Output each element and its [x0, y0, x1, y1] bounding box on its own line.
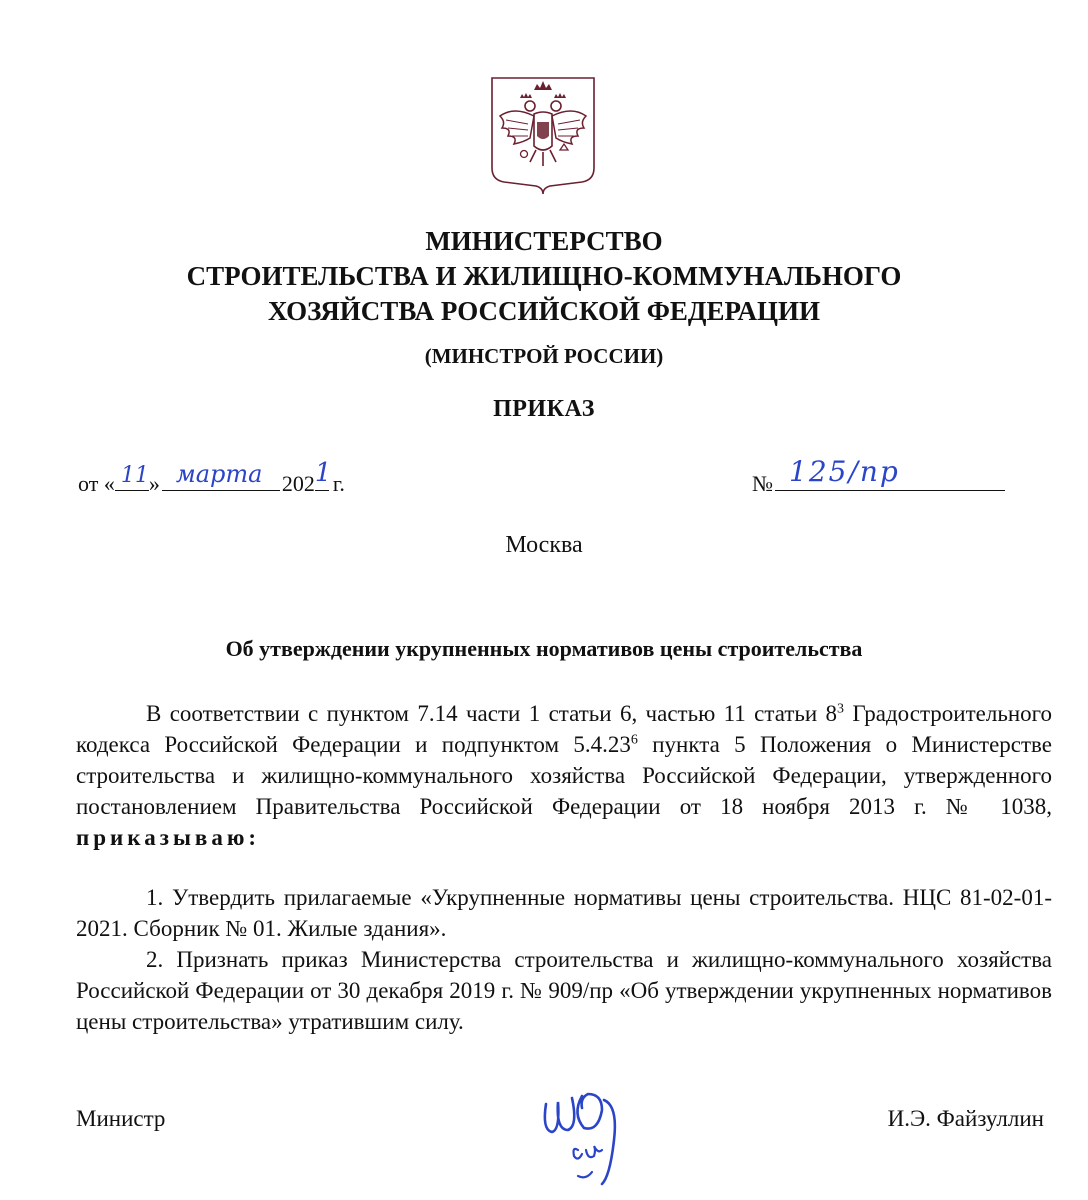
date-day-handwritten: 11 [120, 463, 149, 488]
order-number-field [775, 455, 1005, 491]
preamble-text: В соответствии с пунктом 7.14 части 1 статьи 6, частью 11 статьи 8 [146, 701, 838, 726]
order-item: 2. Признать приказ Министерства строительства и жилищно-коммунального хозяйства Российской Федерации от 30 декабря 2019 г. № 909/пр «Об утверждении укрупненных нормативов цены строительства» утратившим силу. [76, 947, 1052, 1034]
order-items [76, 882, 1052, 1037]
ministry-line: СТРОИТЕЛЬСТВА И ЖИЛИЩНО-КОММУНАЛЬНОГО [186, 261, 902, 291]
superscript: 6 [630, 732, 638, 748]
order-item: 1. Утвердить прилагаемые «Укрупненные нормативы цены строительства. НЦС 81-02-01-2021. Сборник № 01. Жилые здания». [76, 885, 1052, 941]
date-year-field [314, 458, 332, 491]
ministry-line: ХОЗЯЙСТВА РОССИЙСКОЙ ФЕДЕРАЦИИ [267, 296, 821, 326]
date-line [78, 458, 345, 497]
date-year-handwritten: 1 [314, 458, 332, 488]
order-word: приказываю: [76, 825, 261, 850]
ministry-name [0, 224, 1088, 329]
date-month-handwritten: марта [175, 460, 263, 488]
number-sign: № [752, 471, 773, 496]
date-prefix: от « [78, 471, 115, 496]
ministry-line: МИНИСТЕРСТВО [425, 226, 663, 256]
order-number-line [752, 455, 1005, 497]
handwritten-signature [538, 1080, 630, 1190]
superscript: 3 [837, 701, 845, 717]
preamble-text: Градостроительного кодекса Российской Федерации и подпунктом 5.4.23 [76, 701, 1052, 757]
signatory-title: Министр [76, 1106, 166, 1131]
preamble-paragraph [76, 698, 1052, 853]
date-mid: » [148, 471, 160, 496]
date-month-field [162, 460, 280, 491]
date-year-prefix: 202 [281, 471, 315, 496]
coat-of-arms-icon [490, 76, 596, 196]
document-type-heading: ПРИКАЗ [493, 396, 595, 422]
order-number-handwritten: 125/пр [789, 455, 900, 488]
signatory-name: И.Э. Файзуллин [887, 1106, 1044, 1131]
preamble-text: пункта 5 Положения о Министерстве строительства и жилищно-коммунального хозяйства Российской Федерации, утвержденного постановлением Правительства Российской Федерации от 18 ноября 2013 г. № 1038, [76, 732, 1052, 819]
date-day-field [115, 463, 149, 491]
ministry-abbreviation: (МИНСТРОЙ РОССИИ) [424, 344, 664, 368]
city: Москва [505, 532, 583, 558]
order-subject: Об утверждении укрупненных нормативов цены строительства [225, 636, 863, 661]
date-suffix: г. [332, 471, 345, 496]
